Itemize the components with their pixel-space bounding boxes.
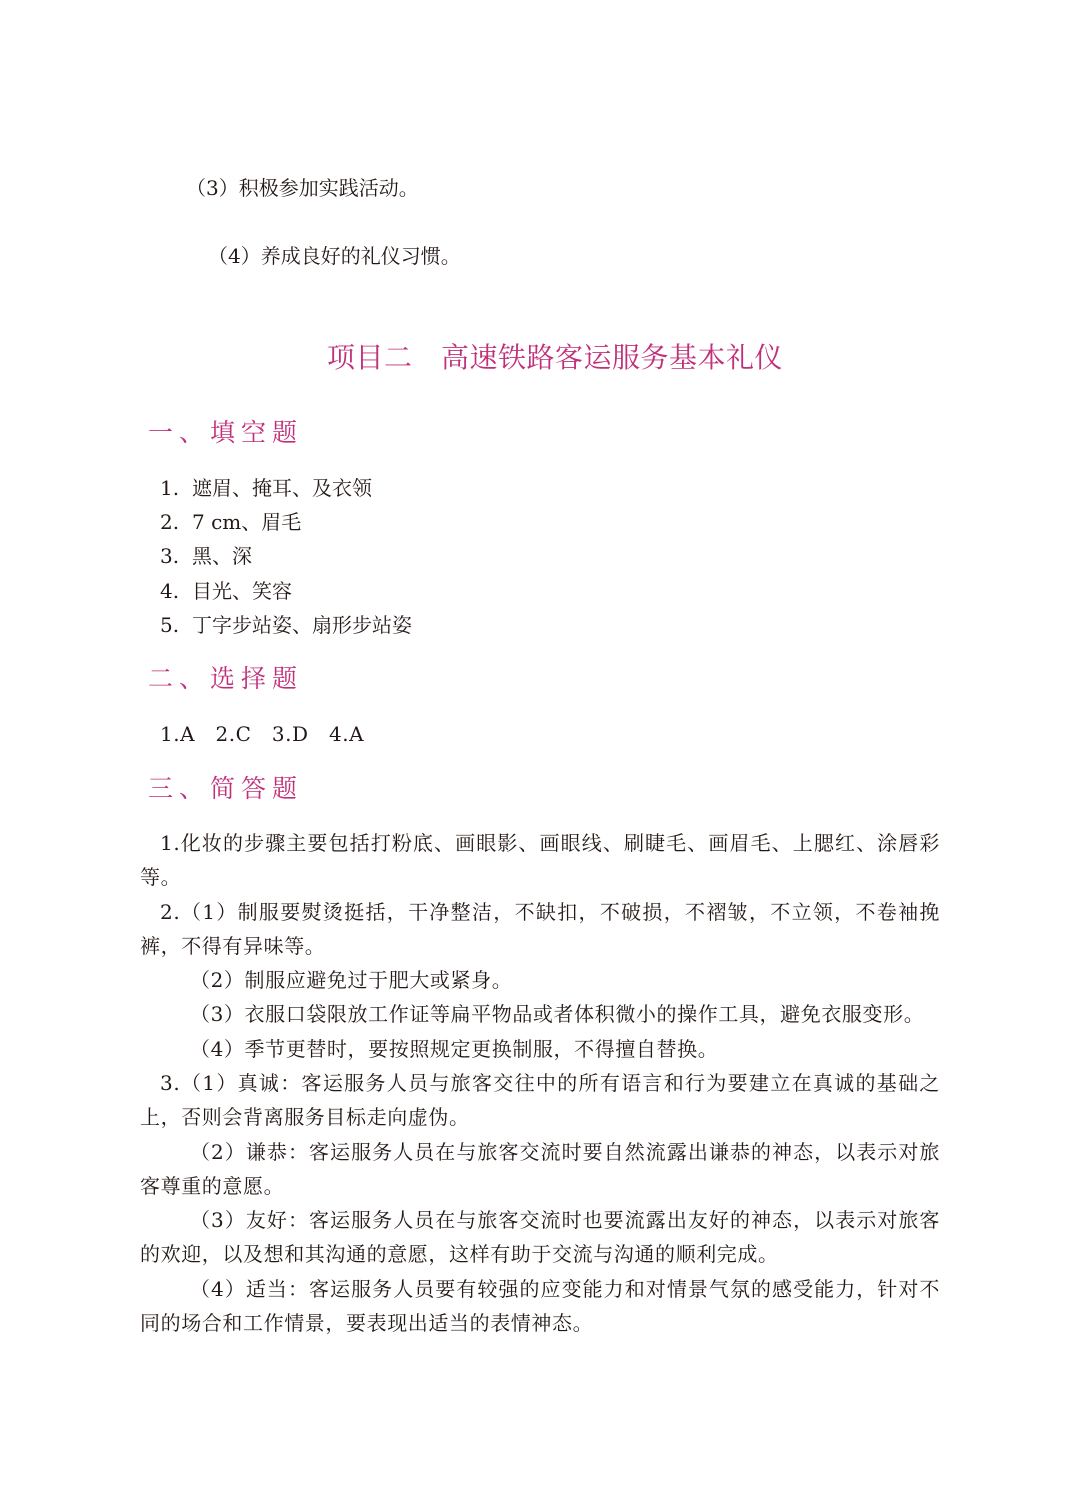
section-heading-short-answer: 三、简答题	[148, 774, 304, 803]
answer-paragraph-2-2: （2）制服应避免过于肥大或紧身。	[190, 968, 513, 992]
item-text: 黑、深	[192, 544, 252, 568]
answer-paragraph-3-4: （4）适当：客运服务人员要有较强的应变能力和对情景气氛的感受能力，针对不同的场合和工作情景，要表现出适当的表情神态。	[140, 1277, 940, 1335]
item-number: 2.	[160, 510, 180, 534]
item-number: 5.	[160, 613, 180, 637]
answer-paragraph-1: 1.化妆的步骤主要包括打粉底、画眼影、画眼线、刷睫毛、画眉毛、上腮红、涂唇彩等。	[140, 831, 940, 889]
answer-paragraph-2-4: （4）季节更替时，要按照规定更换制服，不得擅自替换。	[190, 1037, 719, 1061]
list-item	[160, 542, 252, 570]
item-number: 1.	[160, 476, 180, 500]
intro-item-3: （3）积极参加实践活动。	[186, 176, 419, 200]
answer-paragraph-3-2: （2）谦恭：客运服务人员在与旅客交流时要自然流露出谦恭的神态，以表示对旅客尊重的意愿。	[140, 1140, 940, 1198]
item-text: 目光、笑容	[192, 579, 292, 603]
answer-paragraph-2-1: 2.（1）制服要熨烫挺括，干净整洁，不缺扣，不破损，不褶皱，不立领，不卷袖挽裤，不得有异味等。	[140, 900, 940, 958]
answer-paragraph-3-3: （3）友好：客运服务人员在与旅客交流时也要流露出友好的神态，以表示对旅客的欢迎，以及想和其沟通的意愿，这样有助于交流与沟通的顺利完成。	[140, 1208, 940, 1266]
list-item	[160, 577, 292, 605]
item-text: 遮眉、掩耳、及衣领	[192, 476, 372, 500]
item-number: 3.	[160, 544, 180, 568]
list-item	[160, 611, 412, 639]
item-number: 4.	[160, 579, 180, 603]
project-title: 项目二 高速铁路客运服务基本礼仪	[326, 341, 783, 374]
section-heading-fill-in: 一、填空题	[148, 418, 304, 447]
item-text: 7 cm、眉毛	[192, 510, 302, 534]
section-heading-multiple-choice: 二、选择题	[148, 664, 304, 693]
item-text: 丁字步站姿、扇形步站姿	[192, 613, 412, 637]
list-item	[160, 508, 301, 536]
answer-paragraph-2-3: （3）衣服口袋限放工作证等扁平物品或者体积微小的操作工具，避免衣服变形。	[190, 1002, 925, 1026]
choice-answers: 1.A 2.C 3.D 4.A	[160, 722, 365, 746]
intro-item-4: （4）养成良好的礼仪习惯。	[208, 244, 461, 268]
answer-paragraph-3-1: 3.（1）真诚：客运服务人员与旅客交往中的所有语言和行为要建立在真诚的基础之上，否则会背离服务目标走向虚伪。	[140, 1071, 940, 1129]
list-item	[160, 474, 372, 502]
